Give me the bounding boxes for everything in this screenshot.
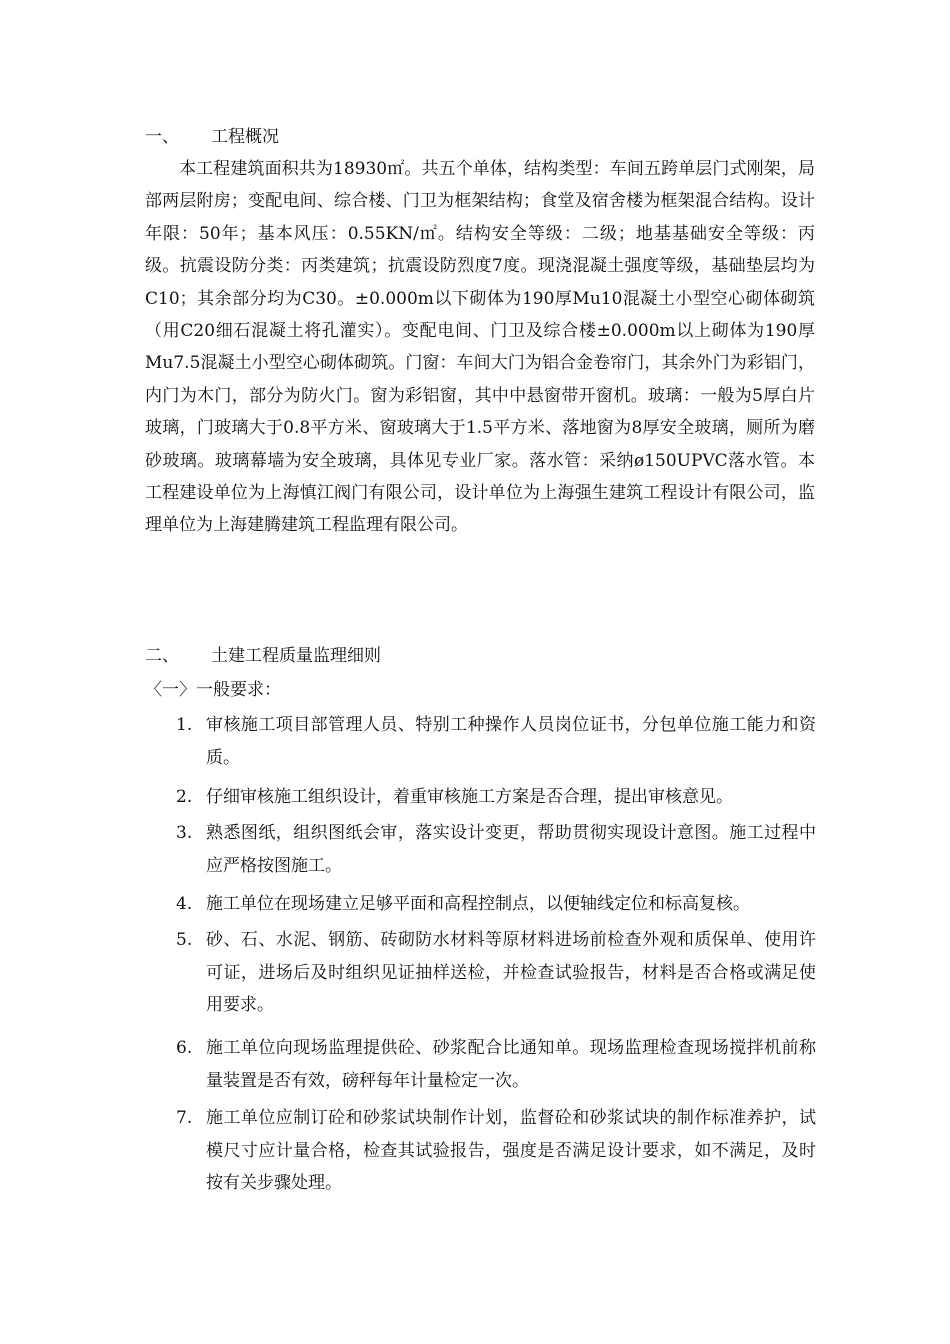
list-item-text: 施工单位向现场监理提供砼、砂浆配合比通知单。现场监理检查现场搅拌机前称量装置是否有效，磅秤每年计量检定一次。: [206, 1038, 816, 1091]
list-item-text: 审核施工项目部管理人员、特别工种操作人员岗位证书，分包单位施工能力和资质。: [206, 715, 816, 768]
section-heading-2: [145, 645, 381, 667]
list-item-text: 熟悉图纸，组织图纸会审，落实设计变更，帮助贯彻实现设计意图。施工过程中应严格按图施工。: [206, 823, 816, 876]
list-item-number: 3.: [176, 823, 193, 843]
list-item-number: 7.: [176, 1108, 193, 1128]
list-item-number: 1.: [176, 715, 193, 735]
list-item-number: 5.: [176, 930, 193, 950]
list-item-number: 4.: [176, 894, 193, 914]
subsection-heading: 〈一〉一般要求：: [145, 680, 281, 700]
section-heading-1: [145, 126, 279, 148]
list-item: [176, 888, 816, 921]
list-item-text: 仔细审核施工组织设计，着重审核施工方案是否合理，提出审核意见。: [206, 787, 733, 807]
list-item: [176, 1032, 816, 1097]
list-item: [176, 709, 816, 774]
section-title: 工程概况: [211, 127, 279, 147]
list-item-text: 施工单位应制订砼和砂浆试块制作计划，监督砼和砂浆试块的制作标准养护，试模尺寸应计量合格，检查其试验报告，强度是否满足设计要求，如不满足，及时按有关步骤处理。: [206, 1108, 816, 1194]
list-item-text: 砂、石、水泥、钢筋、砖砌防水材料等原材料进场前检查外观和质保单、使用许可证，进场后及时组织见证抽样送检，并检查试验报告，材料是否合格或满足使用要求。: [206, 930, 816, 1016]
list-item-number: 2.: [176, 787, 193, 807]
list-item: [176, 1102, 816, 1200]
section-title: 土建工程质量监理细则: [211, 646, 381, 666]
list-item: [176, 924, 816, 1022]
overview-paragraph: 本工程建筑面积共为18930㎡。共五个单体，结构类型：车间五跨单层门式刚架，局部两层附房；变配电间、综合楼、门卫为框架结构；食堂及宿舍楼为框架混合结构。设计年限：50年；基本风压：0.55KN/㎡。结构安全等级：二级；地基基础安全等级：丙级。抗震设防分类：丙类建筑；抗震设防烈度7度。现浇混凝土强度等级，基础垫层均为C10；其余部分均为C30。±0.000m以下砌体为190厚Mu10混凝土小型空心砌体砌筑（用C20细石混凝土将孔灌实）。变配电间、门卫及综合楼±0.000m以上砌体为190厚Mu7.5混凝土小型空心砌体砌筑。门窗：车间大门为铝合金卷帘门，其余外门为彩铝门，内门为木门，部分为防火门。窗为彩铝窗，其中中悬窗带开窗机。玻璃：一般为5厚白片玻璃，门玻璃大于0.8平方米、窗玻璃大于1.5平方米、落地窗为8厚安全玻璃，厕所为磨砂玻璃。玻璃幕墙为安全玻璃，具体见专业厂家。落水管：采纳ø150UPVC落水管。本工程建设单位为上海慎江阀门有限公司，设计单位为上海强生建筑工程设计有限公司，监理单位为上海建腾建筑工程监理有限公司。: [145, 159, 815, 536]
list-item-text: 施工单位在现场建立足够平面和高程控制点，以便轴线定位和标高复核。: [206, 894, 750, 914]
list-item: [176, 817, 816, 882]
section-number: 二、: [145, 646, 179, 666]
list-item: [176, 781, 816, 814]
list-item-number: 6.: [176, 1038, 193, 1058]
section-number: 一、: [145, 127, 179, 147]
